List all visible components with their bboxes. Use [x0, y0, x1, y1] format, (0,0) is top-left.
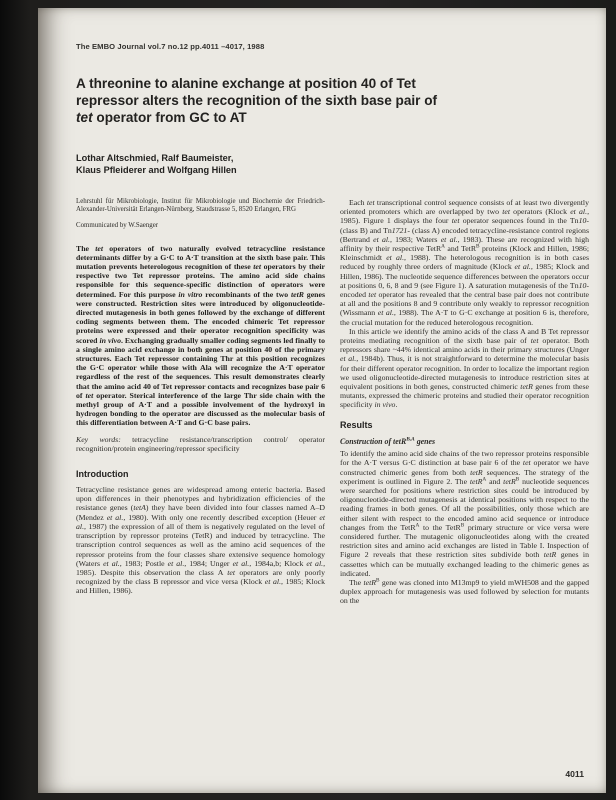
journal-page [38, 8, 606, 793]
abstract: The tet operators of two naturally evolved tetracycline resistance determinants differ by a G·C to A·T transition at the sixth base pair. This mutation prevents heterologous recognition of these tet operators by their respective two Tet repressor proteins. The amino acid side chains responsible for this sequence-specific distinction of operators were determined. For this purpose in vitro recombinants of the two tetR genes were constructed. Restriction sites were introduced by oligonucleotide-directed mutagenesis in both genes followed by the exchange of different coding segments between them. The encoded chimeric Tet repressor proteins were expressed and their operator recognition specificity was scored in vivo. Exchanging gradually smaller coding segments led finally to a single amino acid exchange in both genes at position 40 of the primary structures. Each Tet repressor containing Thr at this position recognizes the G·C operator while those with Ala will recognize the A·T operator regardless of the rest of the sequences. This result demonstrates clearly that the amino acid 40 of Tet repressor contacts and recognizes base pair 6 of tet operator. Sterical interference of the large Thr side chain with the methyl group of A·T and a possible involvement of the hydroxyl in hydrogen bonding to the operator are discussed as the molecular basis of this differentiation between A·T and G·C base pairs. [76, 243, 325, 428]
page-number: 4011 [565, 769, 584, 779]
introduction-paragraph: Tetracycline resistance genes are widespread among enteric bacteria. Based upon differences in their phenotypes and hybridization efficiencies of the resistance genes (tetA) they have been divided into four classes named A–D (Mendez et al., 1980). With only one recently described exception (Heuer et al., 1987) the expression of all of them is negatively regulated on the level of transcription by repressor proteins (TetR) and induced by tetracycline. The transcription control sequences as well as the amino acid sequences of the repressor proteins from the four classes share extensive sequence homology (Waters et al., 1983; Postle et al., 1984; Unger et al., 1984a,b; Klock et al., 1985). Despite this observation the class A tet operators are only poorly recognized by the class B repressor and vice versa (Klock et al., 1985; Klock and Hillen, 1986). [76, 485, 326, 596]
body-paragraph-1: Each tet transcriptional control sequence consists of at least two divergently oriented promoters which are overlapped by two tet operators (Klock et al., 1985). Figure 1 displays the four tet operator sequences found in the Tn10-(class B) and Tn1721- (class A) encoded tetracycline-resistance control regions (Bertrand et al., 1983; Waters et al., 1983). These are recognized with high affinity by their respective TetR$^A$ and TetR$^B$ proteins (Klock and Hillen, 1986; Kleinschmidt et al., 1988). The heterologous recognition is in both cases reduced by roughly three orders of magnitude (Klock et al., 1985; Klock and Hillen, 1986). The nucleotide sequence differences between the operators occur at positions 0, 6, 8 and 9 (see Figure 1). A saturation mutagenesis of the Tn10-encoded tet operator has revealed that the central base pair does not contribute at all and the positions 8 and 9 contribute only weakly to repressor recognition (Wissmann et al., 1988). The A·T to G·C exchange at position 6 is, therefore, the crucial mutation for the reduced heterologous recognition. [340, 198, 590, 327]
column-right [340, 198, 589, 606]
article-title: A threonine to alanine exchange at position 40 of Tet repressor alters the recognition of the sixth base pair of tet operator from GC to AT [76, 76, 438, 125]
article-authors: Lothar Altschmied, Ralf Baumeister, Klaus Pfleiderer and Wolfgang Hillen [76, 153, 237, 175]
results-heading: Results [340, 419, 373, 430]
body-paragraph-2: In this article we identify the amino acids of the class A and B Tet repressor proteins mediating recognition of the sixth base pair of tet operator. Both repressors share ~44% identical amino acids in their primary structures (Unger et al., 1984b). Thus, it is not straightforward to determine the molecular basis for their different operator recognition. In order to localize the important region we used oligonucleotide-directed mutagenesis to introduce restriction sites at equivalent positions in both genes, constructed chimeric tetR genes from these mutants, expressed the chimeric proteins and studied their operator recognition specificity in vivo. [340, 326, 589, 410]
page-content [76, 42, 590, 606]
keywords: Key words: tetracycline resistance/transcription control/ operator recognition/protein engineering/repressor specificity [76, 434, 325, 453]
communicated-by: Communicated by W.Saenger [76, 222, 159, 230]
introduction-heading: Introduction [76, 469, 129, 480]
two-column-body [76, 198, 590, 606]
construction-subheading: Construction of tetR$^{B,A}$ genes [340, 436, 436, 446]
results-paragraph-2: The tetR$^B$ gene was cloned into M13mp9 to yield mWH508 and the gapped duplex approach for mutagenesis was used followed by selection for mutants on the [340, 577, 589, 606]
column-left [76, 198, 325, 606]
journal-header: The EMBO Journal vol.7 no.12 pp.4011 –4017, 1988 [76, 42, 265, 51]
affiliation: Lehrstuhl für Mikrobiologie, Institut für Mikrobiologie und Biochemie der Friedrich-Alexander-Universität Erlangen-Nürnberg, Staudstrasse 5, 8520 Erlangen, FRG [76, 198, 325, 214]
results-paragraph-1: To identify the amino acid side chains of the two repressor proteins responsible for the A·T versus G·C distinction at base pair 6 of the tet operator we have constructed chimeric genes from both tetR sequences. The strategy of the experiment is outlined in Figure 2. The tetR$^A$ and tetR$^B$ nucleotide sequences were searched for positions where restriction sites could be introduced by oligonucleotide-directed mutagenesis at identical positions with respect to the reading frames in both genes. Of all the possibilities, only those which are either silent with respect to the encoded amino acid sequence or introduce changes from the TetR$^A$ to the TetR$^B$ primary structure or vice versa were considered further. The mutagenic oligonucleotides along with the created restriction sites and amino acid exchanges are listed in Table I. Inspection of Figure 2 reveals that these restriction sites subdivide both tetR genes in cassettes which can be mutually exchanged leading to the chimeric genes as indicated. [340, 449, 590, 578]
